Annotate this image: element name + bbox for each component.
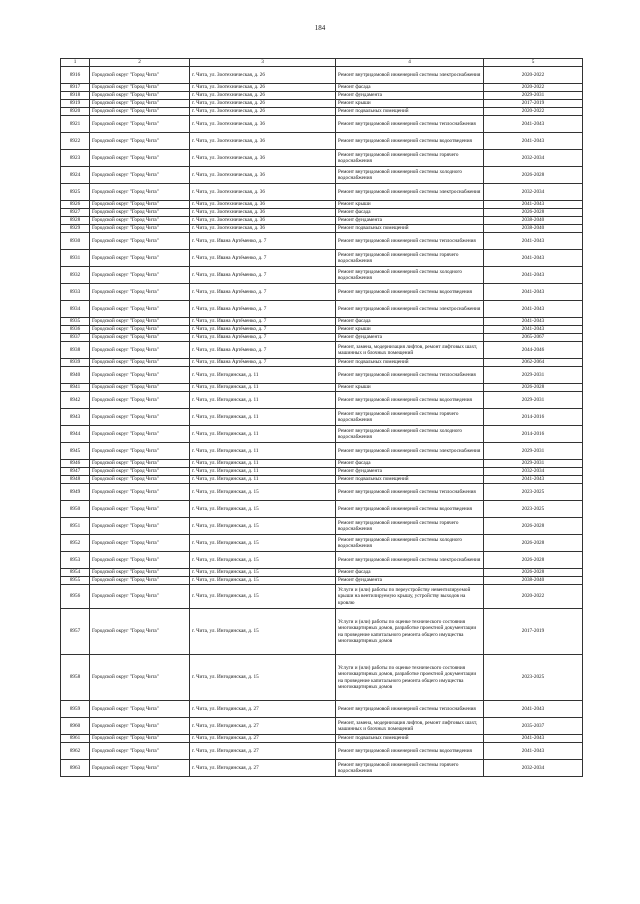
row-number: 8938 (61, 342, 90, 359)
period-cell: 2032-2034 (484, 468, 583, 476)
period-cell: 2020-2022 (484, 84, 583, 92)
address-cell: г. Чита, ул. Зоотехническая, д. 36 (190, 167, 336, 184)
district-cell: Городской округ "Город Чита" (90, 392, 190, 409)
table-row (61, 743, 583, 760)
table-row (61, 535, 583, 552)
period-cell: 2038-2040 (484, 217, 583, 225)
row-number: 8920 (61, 108, 90, 116)
address-cell: г. Чита, ул. Ингодинская, д. 15 (190, 655, 336, 701)
table-row (61, 326, 583, 334)
table-row (61, 67, 583, 84)
row-number: 8927 (61, 209, 90, 217)
address-cell: г. Чита, ул. Зоотехническая, д. 26 (190, 84, 336, 92)
district-cell: Городской округ "Город Чита" (90, 250, 190, 267)
period-cell: 2026-2028 (484, 384, 583, 392)
table-row (61, 184, 583, 201)
row-number: 8943 (61, 409, 90, 426)
row-number: 8949 (61, 484, 90, 501)
work-type-cell: Ремонт внутридомовой инженерной системы электроснабжения (336, 552, 484, 569)
district-cell: Городской округ "Город Чита" (90, 409, 190, 426)
district-cell: Городской округ "Город Чита" (90, 84, 190, 92)
work-type-cell: Ремонт внутридомовой инженерной системы холодного водоснабжения (336, 426, 484, 443)
row-number: 8926 (61, 201, 90, 209)
district-cell: Городской округ "Город Чита" (90, 342, 190, 359)
work-type-cell: Ремонт фасада (336, 318, 484, 326)
district-cell: Городской округ "Город Чита" (90, 701, 190, 718)
work-type-cell: Ремонт фундамента (336, 217, 484, 225)
period-cell: 2062-2064 (484, 359, 583, 367)
work-type-cell: Ремонт внутридомовой инженерной системы горячего водоснабжения (336, 409, 484, 426)
work-type-cell: Ремонт внутридомовой инженерной системы теплоснабжения (336, 116, 484, 133)
row-number: 8921 (61, 116, 90, 133)
table-row (61, 359, 583, 367)
row-number: 8951 (61, 518, 90, 535)
row-number: 8924 (61, 167, 90, 184)
address-cell: г. Чита, ул. Ингодинская, д. 15 (190, 552, 336, 569)
period-cell: 2041-2043 (484, 116, 583, 133)
district-cell: Городской округ "Город Чита" (90, 443, 190, 460)
table-row (61, 484, 583, 501)
row-number: 8931 (61, 250, 90, 267)
table-row (61, 108, 583, 116)
row-number: 8957 (61, 609, 90, 655)
work-type-cell: Ремонт внутридомовой инженерной системы электроснабжения (336, 301, 484, 318)
work-type-cell: Ремонт подвальных помещений (336, 735, 484, 743)
table-row (61, 342, 583, 359)
row-number: 8942 (61, 392, 90, 409)
address-cell: г. Чита, ул. Ивана Артёменко, д. 7 (190, 250, 336, 267)
district-cell: Городской округ "Город Чита" (90, 201, 190, 209)
district-cell: Городской округ "Город Чита" (90, 267, 190, 284)
row-number: 8933 (61, 284, 90, 301)
repair-schedule-table (60, 58, 583, 777)
work-type-cell: Ремонт внутридомовой инженерной системы водоотведения (336, 284, 484, 301)
address-cell: г. Чита, ул. Ингодинская, д. 27 (190, 760, 336, 777)
period-cell: 2023-2025 (484, 501, 583, 518)
address-cell: г. Чита, ул. Ингодинская, д. 11 (190, 468, 336, 476)
table-row (61, 577, 583, 585)
page-number: 184 (314, 24, 326, 32)
row-number: 8932 (61, 267, 90, 284)
row-number: 8922 (61, 133, 90, 150)
work-type-cell: Ремонт подвальных помещений (336, 359, 484, 367)
work-type-cell: Ремонт фундамента (336, 334, 484, 342)
row-number: 8945 (61, 443, 90, 460)
period-cell: 2032-2034 (484, 184, 583, 201)
period-cell: 2014-2016 (484, 426, 583, 443)
table-row (61, 133, 583, 150)
work-type-cell: Ремонт крыши (336, 100, 484, 108)
address-cell: г. Чита, ул. Ингодинская, д. 11 (190, 476, 336, 484)
work-type-cell: Ремонт внутридомовой инженерной системы холодного водоснабжения (336, 535, 484, 552)
period-cell: 2020-2022 (484, 108, 583, 116)
work-type-cell: Ремонт крыши (336, 201, 484, 209)
work-type-cell: Ремонт внутридомовой инженерной системы теплоснабжения (336, 701, 484, 718)
period-cell: 2044-2046 (484, 342, 583, 359)
table-row (61, 334, 583, 342)
table-row (61, 718, 583, 735)
table-row (61, 552, 583, 569)
district-cell: Городской округ "Город Чита" (90, 184, 190, 201)
row-number: 8948 (61, 476, 90, 484)
row-number: 8936 (61, 326, 90, 334)
district-cell: Городской округ "Город Чита" (90, 326, 190, 334)
address-cell: г. Чита, ул. Зоотехническая, д. 36 (190, 225, 336, 233)
table-row (61, 735, 583, 743)
district-cell: Городской округ "Город Чита" (90, 468, 190, 476)
district-cell: Городской округ "Город Чита" (90, 150, 190, 167)
table-row (61, 460, 583, 468)
address-cell: г. Чита, ул. Ингодинская, д. 27 (190, 701, 336, 718)
district-cell: Городской округ "Город Чита" (90, 460, 190, 468)
district-cell: Городской округ "Город Чита" (90, 100, 190, 108)
address-cell: г. Чита, ул. Ивана Артёменко, д. 7 (190, 233, 336, 250)
work-type-cell: Ремонт внутридомовой инженерной системы горячего водоснабжения (336, 250, 484, 267)
address-cell: г. Чита, ул. Ингодинская, д. 27 (190, 735, 336, 743)
work-type-cell: Ремонт внутридомовой инженерной системы водоотведения (336, 133, 484, 150)
district-cell: Городской округ "Город Чита" (90, 67, 190, 84)
work-type-cell: Ремонт внутридомовой инженерной системы водоотведения (336, 392, 484, 409)
period-cell: 2023-2025 (484, 484, 583, 501)
work-type-cell: Ремонт внутридомовой инженерной системы теплоснабжения (336, 233, 484, 250)
period-cell: 2041-2043 (484, 476, 583, 484)
address-cell: г. Чита, ул. Ивана Артёменко, д. 7 (190, 342, 336, 359)
district-cell: Городской округ "Город Чита" (90, 569, 190, 577)
period-cell: 2041-2043 (484, 233, 583, 250)
address-cell: г. Чита, ул. Ивана Артёменко, д. 7 (190, 326, 336, 334)
district-cell: Городской округ "Город Чита" (90, 167, 190, 184)
table-row (61, 318, 583, 326)
district-cell: Городской округ "Город Чита" (90, 476, 190, 484)
row-number: 8947 (61, 468, 90, 476)
district-cell: Городской округ "Город Чита" (90, 718, 190, 735)
row-number: 8930 (61, 233, 90, 250)
district-cell: Городской округ "Город Чита" (90, 585, 190, 609)
address-cell: г. Чита, ул. Ингодинская, д. 15 (190, 585, 336, 609)
district-cell: Городской округ "Город Чита" (90, 334, 190, 342)
address-cell: г. Чита, ул. Зоотехническая, д. 36 (190, 133, 336, 150)
column-header: 4 (336, 59, 484, 67)
address-cell: г. Чита, ул. Ингодинская, д. 11 (190, 392, 336, 409)
period-cell: 2026-2028 (484, 569, 583, 577)
address-cell: г. Чита, ул. Ивана Артёменко, д. 7 (190, 267, 336, 284)
row-number: 8916 (61, 67, 90, 84)
period-cell: 2041-2043 (484, 735, 583, 743)
period-cell: 2032-2034 (484, 760, 583, 777)
work-type-cell: Ремонт фасада (336, 209, 484, 217)
work-type-cell: Ремонт внутридомовой инженерной системы горячего водоснабжения (336, 760, 484, 777)
table-row (61, 569, 583, 577)
table-row (61, 501, 583, 518)
work-type-cell: Ремонт фундамента (336, 577, 484, 585)
period-cell: 2038-2040 (484, 225, 583, 233)
period-cell: 2041-2043 (484, 701, 583, 718)
table-header (61, 59, 583, 67)
period-cell: 2029-2031 (484, 392, 583, 409)
column-header: 2 (90, 59, 190, 67)
row-number: 8929 (61, 225, 90, 233)
address-cell: г. Чита, ул. Ингодинская, д. 15 (190, 518, 336, 535)
period-cell: 2041-2043 (484, 133, 583, 150)
period-cell: 2029-2031 (484, 92, 583, 100)
work-type-cell: Ремонт внутридомовой инженерной системы холодного водоснабжения (336, 167, 484, 184)
period-cell: 2065-2067 (484, 334, 583, 342)
work-type-cell: Ремонт внутридомовой инженерной системы водоотведения (336, 743, 484, 760)
address-cell: г. Чита, ул. Ивана Артёменко, д. 7 (190, 284, 336, 301)
work-type-cell: Ремонт крыши (336, 384, 484, 392)
table-row (61, 384, 583, 392)
row-number: 8946 (61, 460, 90, 468)
work-type-cell: Ремонт внутридомовой инженерной системы горячего водоснабжения (336, 150, 484, 167)
address-cell: г. Чита, ул. Ингодинская, д. 11 (190, 367, 336, 384)
work-type-cell: Услуги и (или) работы по переустройству невентилируемой крыши на вентилируемую крышу, устройству выходов на кровлю (336, 585, 484, 609)
address-cell: г. Чита, ул. Ингодинская, д. 15 (190, 484, 336, 501)
period-cell: 2029-2031 (484, 460, 583, 468)
row-number: 8923 (61, 150, 90, 167)
work-type-cell: Ремонт внутридомовой инженерной системы горячего водоснабжения (336, 518, 484, 535)
period-cell: 2041-2043 (484, 301, 583, 318)
period-cell: 2020-2022 (484, 67, 583, 84)
address-cell: г. Чита, ул. Зоотехническая, д. 26 (190, 108, 336, 116)
period-cell: 2041-2043 (484, 201, 583, 209)
period-cell: 2017-2019 (484, 609, 583, 655)
period-cell: 2029-2031 (484, 443, 583, 460)
district-cell: Городской округ "Город Чита" (90, 735, 190, 743)
row-number: 8956 (61, 585, 90, 609)
district-cell: Городской округ "Город Чита" (90, 743, 190, 760)
period-cell: 2041-2043 (484, 743, 583, 760)
table-row (61, 409, 583, 426)
district-cell: Городской округ "Город Чита" (90, 367, 190, 384)
row-number: 8940 (61, 367, 90, 384)
header-row (61, 59, 583, 67)
district-cell: Городской округ "Город Чита" (90, 384, 190, 392)
period-cell: 2035-2037 (484, 718, 583, 735)
district-cell: Городской округ "Город Чита" (90, 225, 190, 233)
address-cell: г. Чита, ул. Зоотехническая, д. 26 (190, 100, 336, 108)
address-cell: г. Чита, ул. Ивана Артёменко, д. 7 (190, 318, 336, 326)
table-row (61, 701, 583, 718)
address-cell: г. Чита, ул. Ингодинская, д. 27 (190, 718, 336, 735)
work-type-cell: Ремонт фасада (336, 460, 484, 468)
address-cell: г. Чита, ул. Ингодинская, д. 11 (190, 384, 336, 392)
address-cell: г. Чита, ул. Ивана Артёменко, д. 7 (190, 359, 336, 367)
table-row (61, 201, 583, 209)
address-cell: г. Чита, ул. Ингодинская, д. 27 (190, 743, 336, 760)
table-row (61, 301, 583, 318)
address-cell: г. Чита, ул. Ингодинская, д. 15 (190, 569, 336, 577)
address-cell: г. Чита, ул. Ингодинская, д. 15 (190, 501, 336, 518)
work-type-cell: Ремонт внутридомовой инженерной системы электроснабжения (336, 184, 484, 201)
period-cell: 2017-2019 (484, 100, 583, 108)
address-cell: г. Чита, ул. Зоотехническая, д. 36 (190, 201, 336, 209)
district-cell: Городской округ "Город Чита" (90, 535, 190, 552)
address-cell: г. Чита, ул. Ингодинская, д. 11 (190, 460, 336, 468)
work-type-cell: Ремонт подвальных помещений (336, 108, 484, 116)
row-number: 8961 (61, 735, 90, 743)
table-row (61, 167, 583, 184)
row-number: 8941 (61, 384, 90, 392)
period-cell: 2032-2034 (484, 150, 583, 167)
work-type-cell: Ремонт внутридомовой инженерной системы теплоснабжения (336, 484, 484, 501)
row-number: 8962 (61, 743, 90, 760)
district-cell: Городской округ "Город Чита" (90, 760, 190, 777)
address-cell: г. Чита, ул. Ивана Артёменко, д. 7 (190, 301, 336, 318)
work-type-cell: Ремонт фасада (336, 84, 484, 92)
district-cell: Городской округ "Город Чита" (90, 609, 190, 655)
period-cell: 2038-2040 (484, 577, 583, 585)
row-number: 8937 (61, 334, 90, 342)
district-cell: Городской округ "Город Чита" (90, 501, 190, 518)
district-cell: Городской округ "Город Чита" (90, 301, 190, 318)
row-number: 8952 (61, 535, 90, 552)
row-number: 8955 (61, 577, 90, 585)
row-number: 8958 (61, 655, 90, 701)
period-cell: 2041-2043 (484, 267, 583, 284)
address-cell: г. Чита, ул. Ингодинская, д. 11 (190, 426, 336, 443)
period-cell: 2026-2028 (484, 209, 583, 217)
table-row (61, 468, 583, 476)
address-cell: г. Чита, ул. Ингодинская, д. 15 (190, 577, 336, 585)
row-number: 8963 (61, 760, 90, 777)
district-cell: Городской округ "Город Чита" (90, 209, 190, 217)
table-row (61, 585, 583, 609)
table-row (61, 233, 583, 250)
row-number: 8919 (61, 100, 90, 108)
table-row (61, 284, 583, 301)
district-cell: Городской округ "Город Чита" (90, 133, 190, 150)
period-cell: 2026-2028 (484, 535, 583, 552)
work-type-cell: Ремонт внутридомовой инженерной системы электроснабжения (336, 443, 484, 460)
table-row (61, 760, 583, 777)
district-cell: Городской округ "Город Чита" (90, 108, 190, 116)
table-row (61, 476, 583, 484)
row-number: 8950 (61, 501, 90, 518)
address-cell: г. Чита, ул. Зоотехническая, д. 36 (190, 209, 336, 217)
period-cell: 2014-2016 (484, 409, 583, 426)
row-number: 8928 (61, 217, 90, 225)
row-number: 8918 (61, 92, 90, 100)
table-row (61, 217, 583, 225)
period-cell: 2020-2022 (484, 585, 583, 609)
row-number: 8939 (61, 359, 90, 367)
district-cell: Городской округ "Город Чита" (90, 552, 190, 569)
table-row (61, 426, 583, 443)
work-type-cell: Ремонт внутридомовой инженерной системы холодного водоснабжения (336, 267, 484, 284)
table-row (61, 250, 583, 267)
district-cell: Городской округ "Город Чита" (90, 92, 190, 100)
district-cell: Городской округ "Город Чита" (90, 426, 190, 443)
period-cell: 2026-2028 (484, 518, 583, 535)
work-type-cell: Ремонт внутридомовой инженерной системы теплоснабжения (336, 367, 484, 384)
row-number: 8934 (61, 301, 90, 318)
address-cell: г. Чита, ул. Зоотехническая, д. 36 (190, 150, 336, 167)
address-cell: г. Чита, ул. Ингодинская, д. 11 (190, 409, 336, 426)
district-cell: Городской округ "Город Чита" (90, 284, 190, 301)
address-cell: г. Чита, ул. Ингодинская, д. 11 (190, 443, 336, 460)
table-row (61, 518, 583, 535)
district-cell: Городской округ "Город Чита" (90, 318, 190, 326)
table-row (61, 609, 583, 655)
work-type-cell: Ремонт внутридомовой инженерной системы водоотведения (336, 501, 484, 518)
table-row (61, 443, 583, 460)
row-number: 8953 (61, 552, 90, 569)
table-row (61, 367, 583, 384)
row-number: 8959 (61, 701, 90, 718)
address-cell: г. Чита, ул. Зоотехническая, д. 26 (190, 92, 336, 100)
district-cell: Городской округ "Город Чита" (90, 217, 190, 225)
table-row (61, 392, 583, 409)
address-cell: г. Чита, ул. Зоотехническая, д. 36 (190, 116, 336, 133)
row-number: 8935 (61, 318, 90, 326)
district-cell: Городской округ "Город Чита" (90, 577, 190, 585)
period-cell: 2026-2028 (484, 167, 583, 184)
table-row (61, 92, 583, 100)
work-type-cell: Ремонт подвальных помещений (336, 476, 484, 484)
row-number: 8925 (61, 184, 90, 201)
table-row (61, 84, 583, 92)
row-number: 8954 (61, 569, 90, 577)
row-number: 8960 (61, 718, 90, 735)
work-type-cell: Ремонт крыши (336, 326, 484, 334)
address-cell: г. Чита, ул. Зоотехническая, д. 26 (190, 67, 336, 84)
row-number: 8944 (61, 426, 90, 443)
table-row (61, 655, 583, 701)
work-type-cell: Ремонт, замена, модернизация лифтов, ремонт лифтовых шахт, машинных и блочных помещений (336, 718, 484, 735)
work-type-cell: Ремонт внутридомовой инженерной системы электроснабжения (336, 67, 484, 84)
table-row (61, 100, 583, 108)
work-type-cell: Услуги и (или) работы по оценке технического состояния многоквартирных домов, разработке проектной документации на проведение капитального ремонта общего имущества многоквартирных домов (336, 655, 484, 701)
work-type-cell: Ремонт фундамента (336, 92, 484, 100)
column-header: 3 (190, 59, 336, 67)
district-cell: Городской округ "Город Чита" (90, 518, 190, 535)
district-cell: Городской округ "Город Чита" (90, 655, 190, 701)
table-row (61, 209, 583, 217)
table-body (61, 67, 583, 777)
work-type-cell: Услуги и (или) работы по оценке технического состояния многоквартирных домов, разработке проектной документации на проведение капитального ремонта общего имущества многоквартирных домов (336, 609, 484, 655)
period-cell: 2041-2043 (484, 284, 583, 301)
address-cell: г. Чита, ул. Ингодинская, д. 15 (190, 609, 336, 655)
period-cell: 2041-2043 (484, 318, 583, 326)
table-row (61, 267, 583, 284)
column-header: 1 (61, 59, 90, 67)
row-number: 8917 (61, 84, 90, 92)
work-type-cell: Ремонт фундамента (336, 468, 484, 476)
work-type-cell: Ремонт, замена, модернизация лифтов, ремонт лифтовых шахт, машинных и блочных помещений (336, 342, 484, 359)
address-cell: г. Чита, ул. Ивана Артёменко, д. 7 (190, 334, 336, 342)
district-cell: Городской округ "Город Чита" (90, 359, 190, 367)
table-row (61, 225, 583, 233)
period-cell: 2026-2028 (484, 552, 583, 569)
work-type-cell: Ремонт подвальных помещений (336, 225, 484, 233)
table-row (61, 116, 583, 133)
period-cell: 2041-2043 (484, 250, 583, 267)
address-cell: г. Чита, ул. Зоотехническая, д. 36 (190, 217, 336, 225)
district-cell: Городской округ "Город Чита" (90, 484, 190, 501)
work-type-cell: Ремонт фасада (336, 569, 484, 577)
period-cell: 2029-2031 (484, 367, 583, 384)
district-cell: Городской округ "Город Чита" (90, 233, 190, 250)
period-cell: 2023-2025 (484, 655, 583, 701)
period-cell: 2041-2043 (484, 326, 583, 334)
table-row (61, 150, 583, 167)
column-header: 5 (484, 59, 583, 67)
address-cell: г. Чита, ул. Ингодинская, д. 15 (190, 535, 336, 552)
address-cell: г. Чита, ул. Зоотехническая, д. 36 (190, 184, 336, 201)
district-cell: Городской округ "Город Чита" (90, 116, 190, 133)
